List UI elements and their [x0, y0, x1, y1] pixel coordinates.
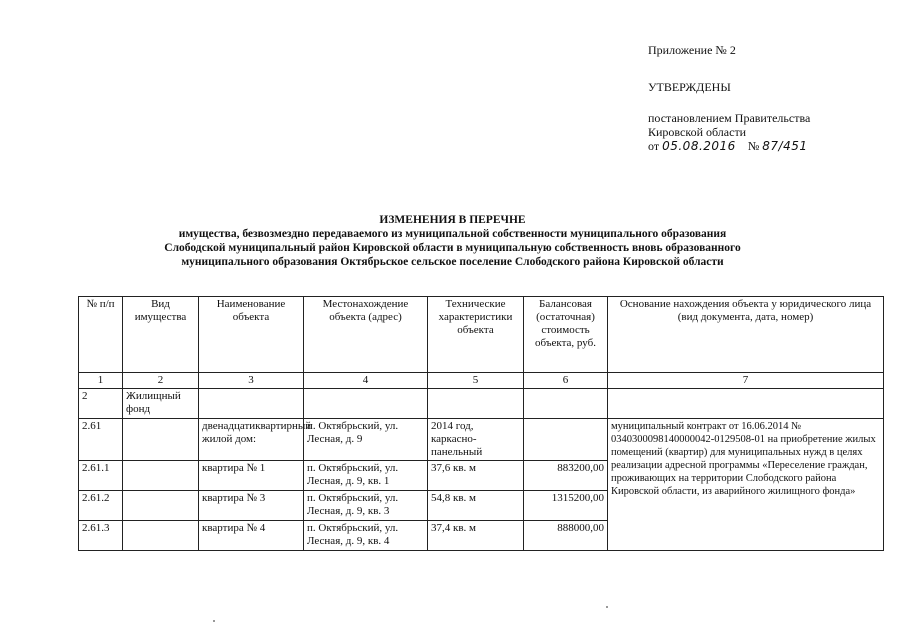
object-name: квартира № 1 — [199, 461, 304, 491]
header-address: Местонахождение объекта (адрес) — [304, 297, 428, 373]
object-address: п. Октябрьский, ул. Лесная, д. 9 — [304, 419, 428, 461]
col-number: 5 — [428, 373, 524, 389]
col-number: 4 — [304, 373, 428, 389]
object-technical: 2014 год, каркасно-панельный — [428, 419, 524, 461]
col-number: 7 — [608, 373, 884, 389]
object-value: 888000,00 — [524, 521, 608, 551]
section-row — [79, 389, 884, 419]
scan-speck — [606, 606, 608, 608]
header-technical: Технические характеристики объекта — [428, 297, 524, 373]
object-value: 1315200,00 — [524, 491, 608, 521]
column-number-row — [79, 373, 884, 389]
section-number: 2 — [79, 389, 123, 419]
header-property-type: Вид имущества — [123, 297, 199, 373]
object-name: квартира № 4 — [199, 521, 304, 551]
approved-label: УТВЕРЖДЕНЫ — [648, 80, 731, 94]
col-number: 2 — [123, 373, 199, 389]
scan-speck — [213, 620, 215, 622]
table-row — [79, 419, 884, 461]
property-table — [78, 296, 884, 551]
row-number: 2.61.2 — [79, 491, 123, 521]
header-number: № п/п — [79, 297, 123, 373]
header-basis: Основание нахождения объекта у юридического лица (вид документа, дата, номер) — [608, 297, 884, 373]
object-value: 883200,00 — [524, 461, 608, 491]
section-kind: Жилищный фонд — [123, 389, 199, 419]
basis-text: муниципальный контракт от 16.06.2014 № 0340300098140000042-0129508-01 на приобретение жилых помещений (квартир) для муниципальных нужд в целях реализации адресной программы «Переселение граждан, проживающих на территории Слободского района Кировской области, из аварийного жилищного фонда» — [608, 419, 884, 551]
table-header-row — [79, 297, 884, 373]
object-address: п. Октябрьский, ул. Лесная, д. 9, кв. 1 — [304, 461, 428, 491]
object-name: двенадцатиквартирный жилой дом: — [199, 419, 304, 461]
object-name: квартира № 3 — [199, 491, 304, 521]
document-subtitle-line3: муниципального образования Октябрьское сельское поселение Слободского района Кировской области — [181, 256, 724, 268]
object-address: п. Октябрьский, ул. Лесная, д. 9, кв. 4 — [304, 521, 428, 551]
col-number: 6 — [524, 373, 608, 389]
handwritten-date: 05.08.2016 — [662, 139, 736, 153]
date-prefix: от — [648, 139, 660, 153]
document-subtitle-line1: имущества, безвозмездно передаваемого из муниципальной собственности муниципального образования — [178, 228, 727, 240]
object-technical: 54,8 кв. м — [428, 491, 524, 521]
number-prefix: № — [747, 139, 760, 153]
object-address: п. Октябрьский, ул. Лесная, д. 9, кв. 3 — [304, 491, 428, 521]
decree-date-number — [648, 139, 807, 153]
row-number: 2.61.3 — [79, 521, 123, 551]
row-number: 2.61 — [79, 419, 123, 461]
document-heading: ИЗМЕНЕНИЯ В ПЕРЕЧНЕ — [379, 214, 526, 226]
header-balance-value: Балансовая (остаточная) стоимость объекта, руб. — [524, 297, 608, 373]
object-value — [524, 419, 608, 461]
appendix-label: Приложение № 2 — [648, 43, 736, 57]
approved-by-line2: Кировской области — [648, 125, 747, 139]
col-number: 3 — [199, 373, 304, 389]
object-technical: 37,6 кв. м — [428, 461, 524, 491]
col-number: 1 — [79, 373, 123, 389]
handwritten-number: 87/451 — [762, 139, 808, 153]
approved-by-line1: постановлением Правительства — [648, 111, 811, 125]
document-subtitle-line2: Слободской муниципальный район Кировской области в муниципальную собственность вновь образованного — [164, 242, 741, 254]
row-number: 2.61.1 — [79, 461, 123, 491]
header-object-name: Наименование объекта — [199, 297, 304, 373]
object-technical: 37,4 кв. м — [428, 521, 524, 551]
